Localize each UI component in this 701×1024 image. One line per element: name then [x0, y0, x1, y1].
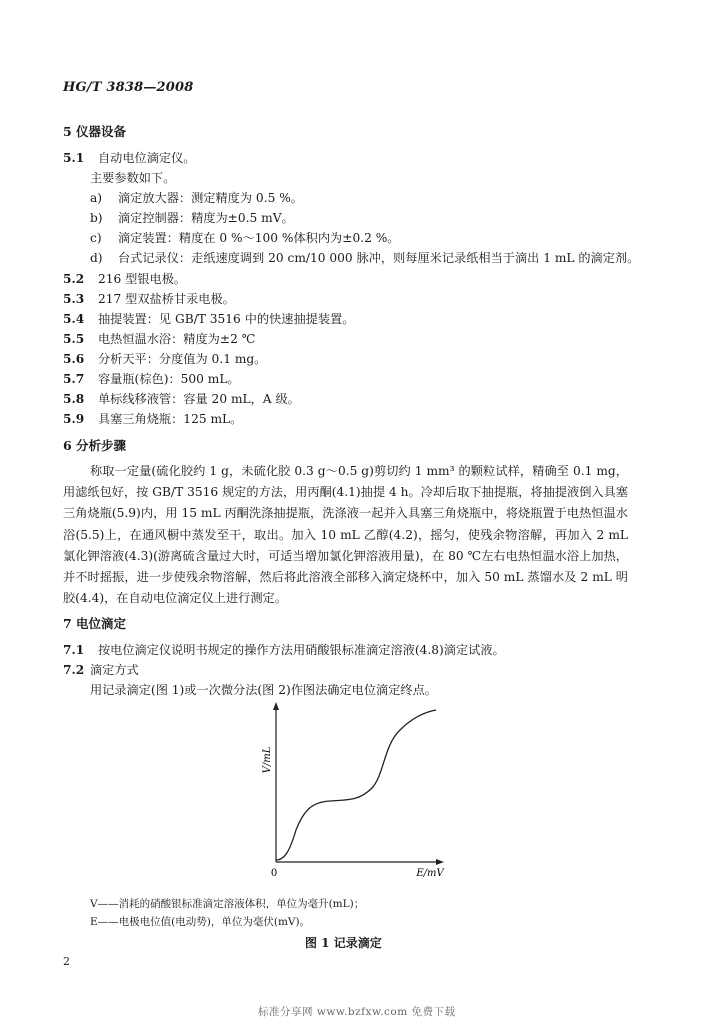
- section-6-paragraph: 称取一定量(硫化胶约 1 g，未硫化胶 0.3 g～0.5 g)剪切约 1 mm³ 的颗粒试样，精确至 0.1 mg，用滤纸包好，按 GB/T 3516 规定的方法，用丙酮(4.1)抽提 4 h。冷却后取下抽提瓶，将抽提液倒入具塞三角烧瓶(5.9)内，用 15 mL 丙酮洗涤抽提瓶，洗涤液一起并入具塞三角烧瓶中，将烧瓶置于电热恒温水浴(5.5)上，在通风橱中蒸发至干，取出。加入 10 mL 乙醇(4.2)，摇匀，使残余物溶解，再加入 2 mL 氯化钾溶液(4.3)(游离硫含量过大时，可适当增加氯化钾溶液用量)，在 80 ℃左右电热恒温水浴上加热，并不时摇振，进一步使残余物溶解，然后将此溶液全部移入滴定烧杯中，加入 50 mL 蒸馏水及 2 mL 明胶(4.4)，在自动电位滴定仪上进行测定。: [63, 464, 628, 606]
- y-axis-arrow: [273, 702, 279, 710]
- titration-curve: [276, 710, 436, 860]
- x-axis-arrow: [436, 859, 444, 865]
- figure-caption: 图 1 记录滴定: [305, 936, 382, 950]
- figure-1-graph: [240, 700, 460, 890]
- origin-label: 0: [270, 868, 278, 879]
- legend-e: E——电极电位值(电动势)，单位为毫伏(mV)。: [90, 916, 311, 928]
- x-axis-label: E/mV: [416, 868, 444, 879]
- section-7-heading: 7 电位滴定: [63, 616, 127, 631]
- section-5-heading: 5 仪器设备: [63, 124, 127, 139]
- y-axis-label: V/mL: [262, 746, 273, 774]
- section-6-heading: 6 分析步骤: [63, 438, 127, 453]
- document-code: HG/T 3838—2008: [63, 80, 194, 95]
- legend-v: V——消耗的硝酸银标准滴定溶液体积，单位为毫升(mL)；: [90, 898, 365, 910]
- page-number: 2: [63, 955, 70, 968]
- footer-watermark: 标准分享网 www.bzfxw.com 免费下载: [258, 1006, 456, 1018]
- method-line: 用记录滴定(图 1)或一次微分法(图 2)作图法确定电位滴定终点。: [90, 683, 437, 697]
- section-5-list: 5.1 自动电位滴定仪。 主要参数如下。 a) 滴定放大器：测定精度为 0.5 %。 b) 滴定控制器：精度为±0.5 mV。 c) 滴定装置：精度在 0 %～100 %体积内为±0.2 %。 d) 台式记录仪：走纸速度调到 20 cm/10 000 脉冲，则每厘米记录纸相当于滴出 1 mL 的滴定剂。 5.2 216 型银电极。 5.3 217 型双盐桥甘汞电极。 5.4 抽提装置：见 GB/T 3516 中的快速抽提装置。 5.5 电热恒温水浴：精度为±2 ℃ 5.6 分析天平：分度值为 0.1 mg。 5.7 容量瓶(棕色)：500 mL。 5.8 单标线移液管：容量 20 mL，A 级。 5.9 具塞三角烧瓶：125 mL。: [63, 151, 640, 426]
